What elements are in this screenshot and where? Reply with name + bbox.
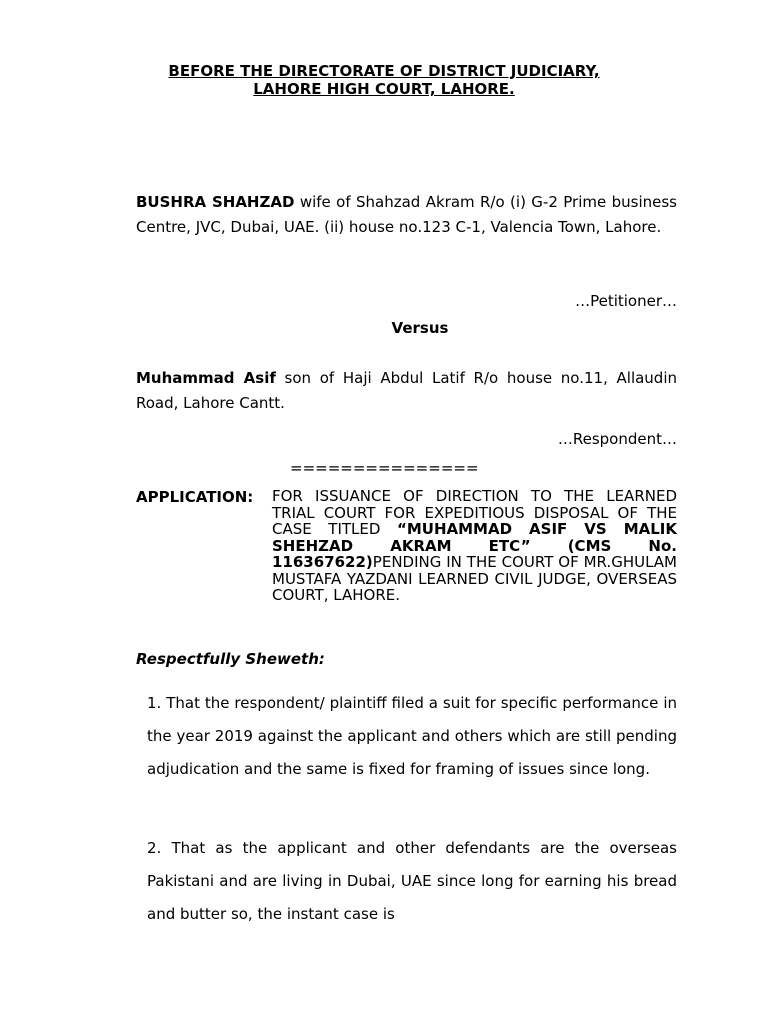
respondent-block <box>136 366 677 416</box>
application-text-part1: FOR ISSUANCE OF DIRECTION TO THE LEARNED TRIAL COURT FOR EXPEDITIOUS DISPOSAL OF THE CASE TITLED <box>272 487 677 538</box>
petitioner-name: BUSHRA SHAHZAD <box>136 193 295 211</box>
sheweth-heading: Respectfully Sheweth: <box>136 650 325 668</box>
paragraph-2: 2. That as the applicant and other defendants are the overseas Pakistani and are living in Dubai, UAE since long for earning his bread and butter so, the instant case is <box>147 839 677 923</box>
petitioner-block <box>136 190 677 240</box>
application-text <box>272 488 677 604</box>
petitioner-role: …Petitioner… <box>575 292 677 310</box>
court-heading-line2: LAHORE HIGH COURT, LAHORE. <box>253 80 515 98</box>
respondent-details: son of Haji Abdul Latif R/o house no.11, Allaudin Road, Lahore Cantt. <box>136 369 677 412</box>
application-text-part2: PENDING IN THE COURT OF MR.GHULAM MUSTAFA YAZDANI LEARNED CIVIL JUDGE, OVERSEAS COURT, LAHORE. <box>272 553 677 604</box>
respondent-role: …Respondent… <box>557 430 677 448</box>
court-heading-line1: BEFORE THE DIRECTORATE OF DISTRICT JUDICIARY, <box>168 62 600 80</box>
respondent-name: Muhammad Asif <box>136 369 276 387</box>
versus-label: Versus <box>391 319 449 337</box>
paragraph-1: 1. That the respondent/ plaintiff filed a suit for specific performance in the year 2019 against the applicant and others which are still pending adjudication and the same is fixed for framing of issues since long. <box>147 694 677 778</box>
petitioner-details: wife of Shahzad Akram R/o (i) G-2 Prime business Centre, JVC, Dubai, UAE. (ii) house no.123 C-1, Valencia Town, Lahore. <box>136 193 677 236</box>
separator-line: =============== <box>290 459 479 477</box>
application-case-title: “MUHAMMAD ASIF VS MALIK SHEHZAD AKRAM ETC” (CMS No. 116367622) <box>272 520 677 571</box>
application-label: APPLICATION: <box>136 488 254 506</box>
